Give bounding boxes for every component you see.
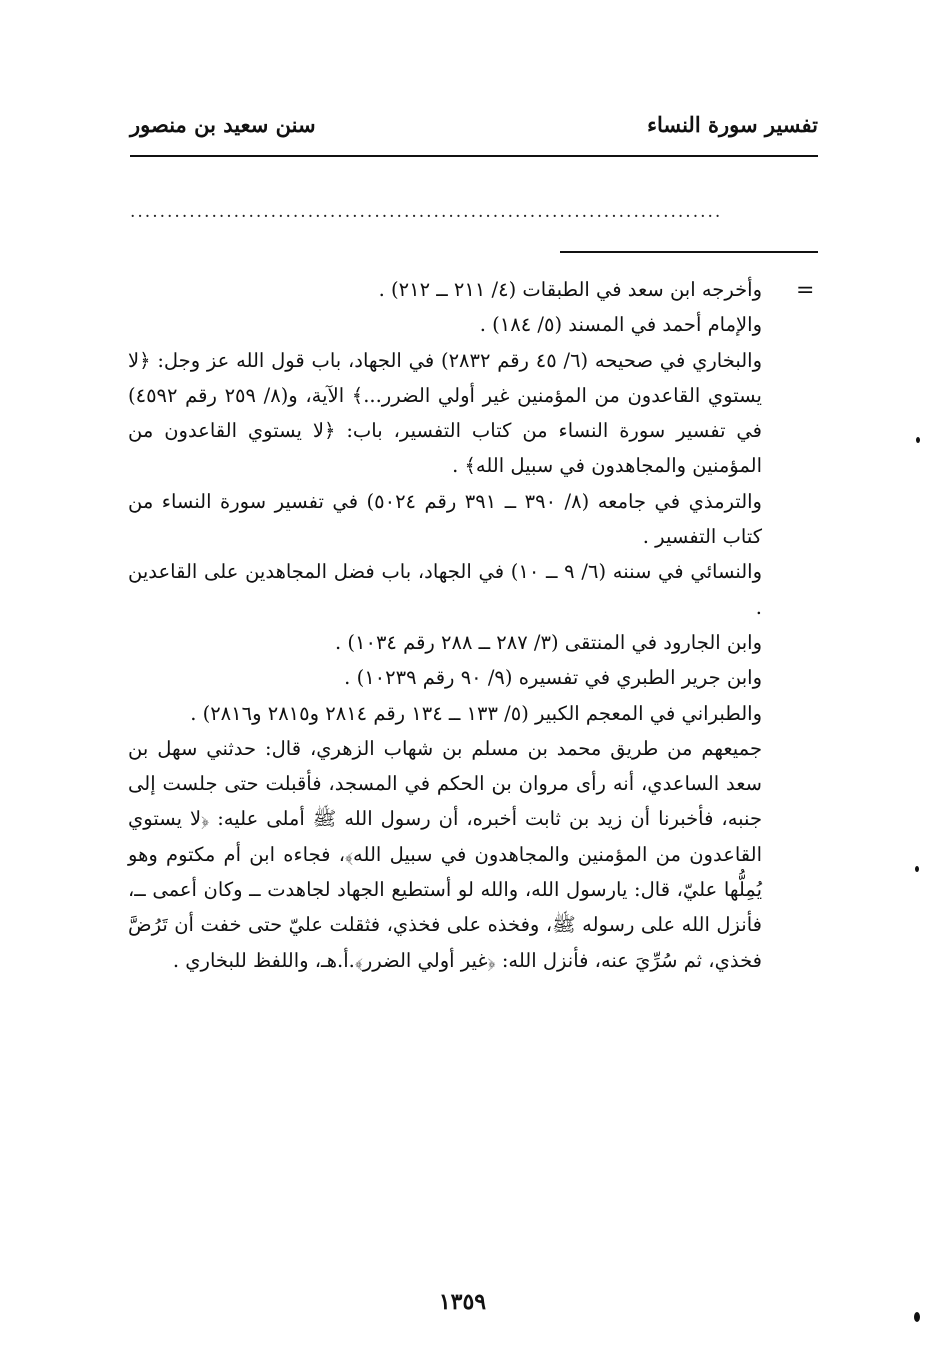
footnote-paragraph: جميعهم من طريق محمد بن مسلم بن شهاب الزهري، قال: حدثني سهل بن سعد الساعدي، أنه رأى مروان بن الحكم في المسجد، فأقبلت حتى جلست إلى جنبه، فأخبرنا أن زيد بن ثابت أخبره، أن رسول الله ﷺ أملى عليه: ﴿لا يستوي القاعدون من المؤمنين والمجاهدون في سبيل الله﴾، فجاءه ابن أم مكتوم وهو يُمِلُّها عليّ، قال: يارسول الله، والله لو أستطيع الجهاد لجاهدت ــ وكان أعمى ــ، فأنزل الله على رسوله ﷺ، وفخذه على فخذي، فثقلت عليّ حتى خفت أن تَرُضَّ فخذي، ثم سُرِّيَ عنه، فأنزل الله: ﴿غير أولي الضرر﴾.أ.هـ، واللفظ للبخاري . xyxy=(128,736,762,972)
footnote-paragraph: وأخرجه ابن سعد في الطبقات (٤/ ٢١١ ــ ٢١٢) . xyxy=(378,278,762,301)
footnote-continuation-marker: = xyxy=(796,278,815,303)
omission-dots: ................................................................................ xyxy=(130,202,723,222)
footnote-paragraph: والبخاري في صحيحه (٦/ ٤٥ رقم ٢٨٣٢) في الجهاد، باب قول الله عز وجل: ﴿لا يستوي القاعدون من المؤمنين غير أولي الضرر...﴾ الآية، و(٨/ ٢٥٩ رقم ٤٥٩٢) في تفسير سورة النساء من كتاب التفسير، باب: ﴿لا يستوي القاعدون من المؤمنين والمجاهدون في سبيل الله﴾ . xyxy=(128,348,762,478)
header-rule xyxy=(130,155,818,157)
footnote-separator xyxy=(560,251,818,253)
footnote-paragraph: وابن جرير الطبري في تفسيره (٩/ ٩٠ رقم ١٠٢٣٩) . xyxy=(344,666,762,690)
scan-speck xyxy=(914,1312,920,1322)
footnote-paragraph: والطبراني في المعجم الكبير (٥/ ١٣٣ ــ ١٣٤ رقم ٢٨١٤ و٢٨١٥ و٢٨١٦) . xyxy=(190,701,762,725)
scan-speck xyxy=(916,437,920,443)
footnote-body xyxy=(128,272,762,978)
header-chapter-title: تفسير سورة النساء xyxy=(647,112,818,137)
running-header xyxy=(130,112,818,148)
footnote-paragraph: والترمذي في جامعه (٨/ ٣٩٠ ــ ٣٩١ رقم ٥٠٢٤) في تفسير سورة النساء من كتاب التفسير . xyxy=(128,489,762,549)
scan-speck xyxy=(915,866,919,872)
footnote-paragraph: والإمام أحمد في المسند (٥/ ١٨٤) . xyxy=(479,313,762,337)
header-book-title: سنن سعيد بن منصور xyxy=(130,112,316,137)
footnote-paragraph: والنسائي في سننه (٦/ ٩ ــ ١٠) في الجهاد، باب فضل المجاهدين على القاعدين . xyxy=(128,560,762,619)
page-number: ١٣٥٩ xyxy=(438,1289,487,1315)
footnote-paragraph: وابن الجارود في المنتقى (٣/ ٢٨٧ ــ ٢٨٨ رقم ١٠٣٤) . xyxy=(335,630,762,654)
